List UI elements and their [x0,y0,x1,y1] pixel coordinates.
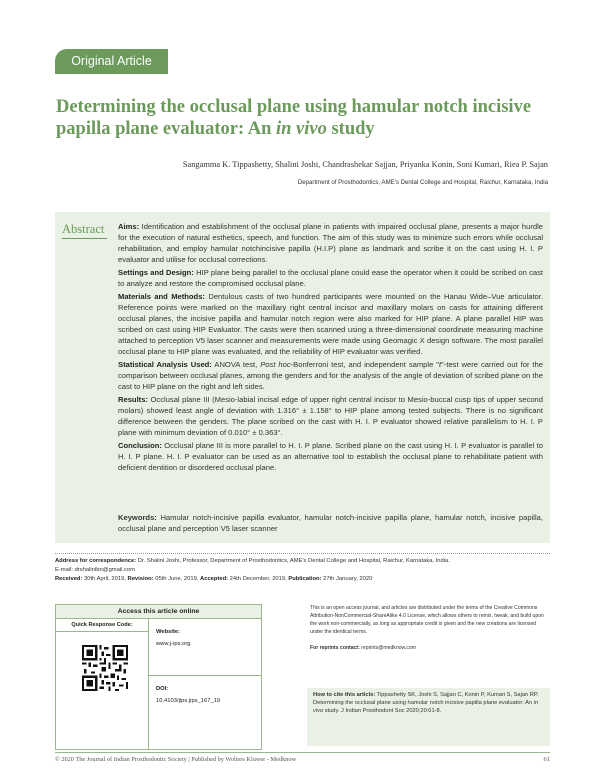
citation-label: How to cite this article: [313,692,376,698]
title-text-end: study [326,119,375,139]
title-italic: in vivo [275,119,327,139]
qr-column [56,619,149,749]
reprints-contact [310,645,550,651]
received-date: 30th April, 2019, [82,576,128,582]
stats-t: t [438,360,442,369]
footer-divider [55,752,550,753]
license-text: This is an open access journal, and articles are distributed under the terms of the Creative Commons Attribution‑NonCommercial‑ShareAlike 4.0 License, which allows others to remix, tweak, and build upon the work non‑commercially, as long as appropriate credit is given and the new creations are licensed under the identical terms. [310,605,544,635]
abstract-aims [118,221,543,265]
doi-label: DOI: [156,686,169,692]
author-list: Sangamma K. Tippashetty, Shalini Joshi, Chandrashekar Sajjan, Priyanka Konin, Soni Kumari, Riea P. Sajan [182,160,548,169]
website-label: Website: [156,629,181,635]
access-online-box [55,604,262,750]
citation-text [313,691,546,716]
correspondence-text: Dr. Shalini Joshi, Professor, Department of Prosthodontics, AME's Dental College and Hospital, Raichur, Karnataka, India. [136,558,450,564]
footer-copyright: © 2020 The Journal of Indian Prosthodontic Society | Published by Wolters Kluwer - Medknow [55,756,297,763]
abstract-results [118,394,543,438]
keywords-label: Keywords: [118,513,157,522]
correspondence-email: E‑mail: drshalinibn@gmail.com [55,567,135,573]
article-type-badge: Original Article [55,49,168,74]
stats-text-c: "‑test were carried out for the comparison between occlusal planes, among the genders and for the analysis of the angle of deviation of scribed plane on the cast to HIP plane on the right and left sides. [118,360,543,391]
keywords [118,512,543,534]
publication-label: Publication: [288,576,322,582]
results-label: Results: [118,395,148,404]
aims-text: Identification and establishment of the occlusal plane in patients with impaired occlusal plane, presents a major hurdle for the execution of natural esthetics, speech, and function. The aim of this study was to minimize such errors while occlusal rehabilitation, and employ hamular notchincisive papilla (H.I.P) plane as landmark and scribe it on the cast using H. I. P evaluator and utilise for occlusal corrections. [118,222,543,264]
conclusion-label: Conclusion: [118,441,162,450]
abstract-stats [118,359,543,392]
stats-text-b: ‑Bonferroni test, and independent sample " [290,360,439,369]
title-text: Determining the occlusal plane using hamular notch incisive papilla plane evaluator: An [56,97,532,139]
revision-date: 05th June, 2019, [153,576,201,582]
correspondence-block [55,557,550,584]
stats-text-a: ANOVA test, [211,360,261,369]
access-online-header: Access this article online [56,605,261,619]
article-title [56,96,556,140]
conclusion-text: Occlusal plane III is more parallel to H. I. P plane. Scribed plane on the cast using H. I. P evaluator is parallel to H. I. P plane. H. I. P evaluator can be used as an alternative tool to establish the occlusal plane to rehabilitate patient with deficient dentition or disordered occlusal plane. [118,441,543,472]
website-column [149,619,261,749]
qr-code-icon[interactable] [82,645,128,691]
accepted-label: Accepted: [200,576,229,582]
section-divider [55,553,550,554]
abstract-body [118,221,543,475]
settings-text: HIP plane being parallel to the occlusal plane could ease the operator when it could be scribed on cast to analyze and restore the compromised occlusal plane. [118,268,543,288]
abstract-settings [118,267,543,289]
accepted-date: 24th December, 2019, [228,576,289,582]
abstract-conclusion [118,440,543,473]
publication-date: 27th January, 2020 [321,576,373,582]
reprints-label: For reprints contact: [310,645,360,651]
settings-label: Settings and Design: [118,268,194,277]
abstract-methods [118,291,543,357]
reprints-email[interactable]: reprints@medknow.com [359,645,416,651]
stats-label: Statistical Analysis Used: [118,360,212,369]
citation-italic: in vivo [313,700,539,715]
affiliation: Department of Prosthodontics, AME's Dental College and Hospital, Raichur, Karnataka, India [297,179,548,186]
correspondence-address [55,557,550,566]
article-dates [55,575,550,584]
revision-label: Revision: [127,576,154,582]
qr-label: Quick Response Code: [56,622,148,632]
methods-text: Dentulous casts of two hundred participants were mounted on the Hanau Wide–Vue articulator. Reference points were marked on the maxillary right central incisor and maxillary molars on casts for attaining different occlusal planes, the incisive papilla and hamular notch region were also marked for HIP plane. A plane parallel HIP was scribed on cast using HIP Evaluator. The casts were then scanned using a three‑dimensional coordinate measuring machine attached to perception V5 laser scanner and measurements were made using Geomagic X design software. The most parallel occlusal plane to HIP plane was evaluated, and the reliability of HIP evaluator was verified. [118,292,543,356]
doi-divider [149,675,261,676]
aims-label: Aims: [118,222,140,231]
abstract-heading: Abstract [62,222,105,236]
citation-part-a: Tippashetty SK, Joshi S, Sajjan C, Konin P, Kumari S, Sajan RP. Determining the occlusal plane using hamular notch incisive papilla plane evaluator: An [313,692,539,707]
abstract-heading-underline [62,238,107,239]
page-number: 61 [543,756,550,763]
received-label: Received: [55,576,83,582]
keywords-text: Hamular notch‑incisive papilla evaluator, hamular notch‑incisive papilla plane, hamular notch, incisive papilla, occlusal plane and perception V5 laser scanner [118,513,543,533]
results-text: Occlusal plane III (Mesio‑labial incisal edge of upper right central incisor to Mesio‑buccal cusp tips of upper second molars) showed least angle of deviation with 1.316° ± 1.158° to HIP plane among tested subjects. There is no significant difference between the genders. The plane scribed on the cast with H. I. P evaluator showed relative parallelism to H. I. P plane with minimum deviation of 0.010° ± 0.363°. [118,395,543,437]
stats-italic: Post hoc [260,360,291,369]
doi-link[interactable]: 10.4103/jips.jips_167_19 [156,698,221,704]
citation-part-b: study. J Indian Prosthodont Soc 2020;20:61-8. [323,708,442,715]
website-link[interactable]: www.j-ips.org [156,641,191,647]
methods-label: Materials and Methods: [118,292,205,301]
correspondence-label: Address for correspondence: [55,558,137,564]
